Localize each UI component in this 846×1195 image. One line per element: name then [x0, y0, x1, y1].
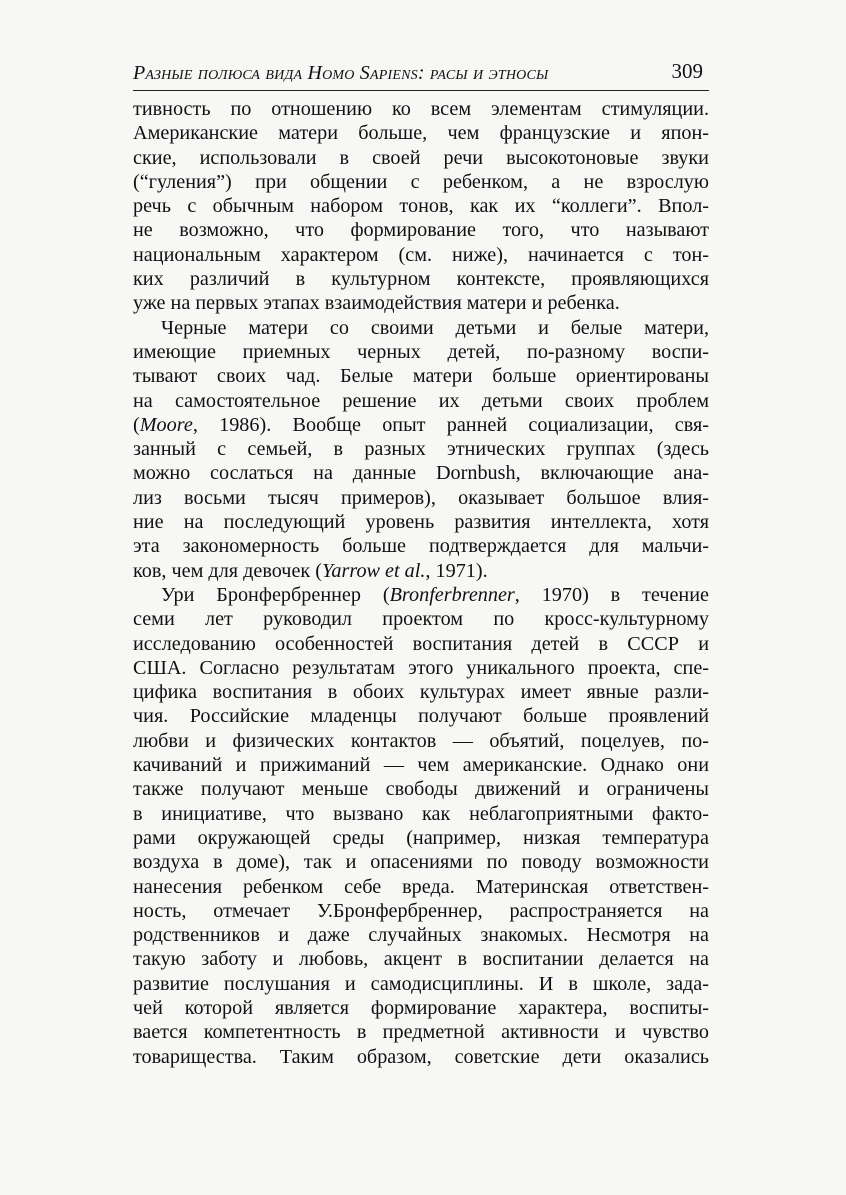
paragraph-2: [133, 316, 709, 583]
text-line: семи лет руководил проектом по кросс-культурному: [133, 608, 709, 631]
text-line: Черные матери со своими детьми и белые матери,: [161, 316, 709, 339]
text-line: чия. Российские младенцы получают больше проявлений: [133, 705, 709, 728]
text-line: воздуха в доме), так и опасениями по поводу возможности: [133, 851, 709, 874]
text-line: ность, отмечает У.Бронфербреннер, распространяется на: [133, 899, 709, 922]
text-line: не возможно, что формирование того, что называют: [133, 219, 709, 242]
text-line: родственников и даже случайных знакомых. Несмотря на: [133, 924, 709, 947]
text-line: ков, чем для девочек (Yarrow et al., 1971).: [133, 559, 488, 582]
text-line: ние на последующий уровень развития интеллекта, хотя: [133, 511, 709, 534]
text-line: (Moore, 1986). Вообще опыт ранней социализации, свя-: [133, 413, 709, 436]
text-line: качиваний и прижиманий — чем американские. Однако они: [133, 754, 709, 777]
running-title: Разные полюса вида Homo Sapiens: расы и этносы: [133, 62, 549, 84]
text-line: цифика воспитания в обоих культурах имеет явные разли-: [133, 681, 709, 704]
text-line: лиз восьми тысяч примеров), оказывает большое влия-: [133, 486, 709, 509]
text-line: такую заботу и любовь, акцент в воспитании делается на: [133, 948, 709, 971]
text-line: ские, использовали в своей речи высокотоновые звуки: [133, 146, 709, 169]
text-line: на самостоятельное решение их детьми своих проблем: [133, 389, 709, 412]
text-line: Ури Бронфербреннер (Bronferbrenner, 1970) в течение: [161, 583, 709, 606]
text-line: исследованию особенностей воспитания детей в СССР и: [133, 632, 709, 655]
running-head: [133, 56, 709, 91]
paragraph-3: [133, 583, 709, 1069]
text-line: (“гуления”) при общении с ребенком, а не взрослую: [133, 170, 709, 193]
text-line: нанесения ребенком себе вреда. Материнская ответствен-: [133, 875, 709, 898]
page-number: 309: [671, 59, 703, 83]
text-line: национальным характером (см. ниже), начинается с тон-: [133, 243, 709, 266]
text-line: речь с обычным набором тонов, как их “коллеги”. Впол-: [133, 195, 709, 218]
paragraph-1: [133, 97, 709, 316]
text-line: товарищества. Таким образом, советские дети оказались: [133, 1045, 709, 1068]
text-line: Американские матери больше, чем французские и япон-: [133, 122, 709, 145]
text-line: вается компетентность в предметной активности и чувство: [133, 1021, 709, 1044]
text-line: развитие послушания и самодисциплины. И в школе, зада-: [133, 972, 709, 995]
text-line: имеющие приемных черных детей, по-разному воспи-: [133, 340, 709, 363]
text-line: тивность по отношению ко всем элементам стимуляции.: [133, 98, 709, 120]
text-line: рами окружающей среды (например, низкая температура: [133, 826, 709, 849]
text-line: уже на первых этапах взаимодействия матери и ребенка.: [133, 292, 620, 315]
text-line: любви и физических контактов — объятий, поцелуев, по-: [133, 729, 709, 752]
text-line: ких различий в культурном контексте, проявляющихся: [133, 268, 709, 291]
text-line: чей которой является формирование характера, воспиты-: [133, 996, 709, 1019]
text-line: США. Согласно результатам этого уникального проекта, спе-: [133, 656, 709, 679]
text-line: в инициативе, что вызвано как неблагоприятными факто-: [133, 802, 709, 825]
text-line: эта закономерность больше подтверждается для мальчи-: [133, 535, 709, 558]
body-text: [133, 97, 709, 1069]
text-line: тывают своих чад. Белые матери больше ориентированы: [133, 365, 709, 388]
text-line: можно сослаться на данные Dornbush, включающие ана-: [133, 462, 709, 485]
text-line: занный с семьей, в разных этнических группах (здесь: [133, 438, 709, 461]
text-line: также получают меньше свободы движений и ограничены: [133, 778, 709, 801]
